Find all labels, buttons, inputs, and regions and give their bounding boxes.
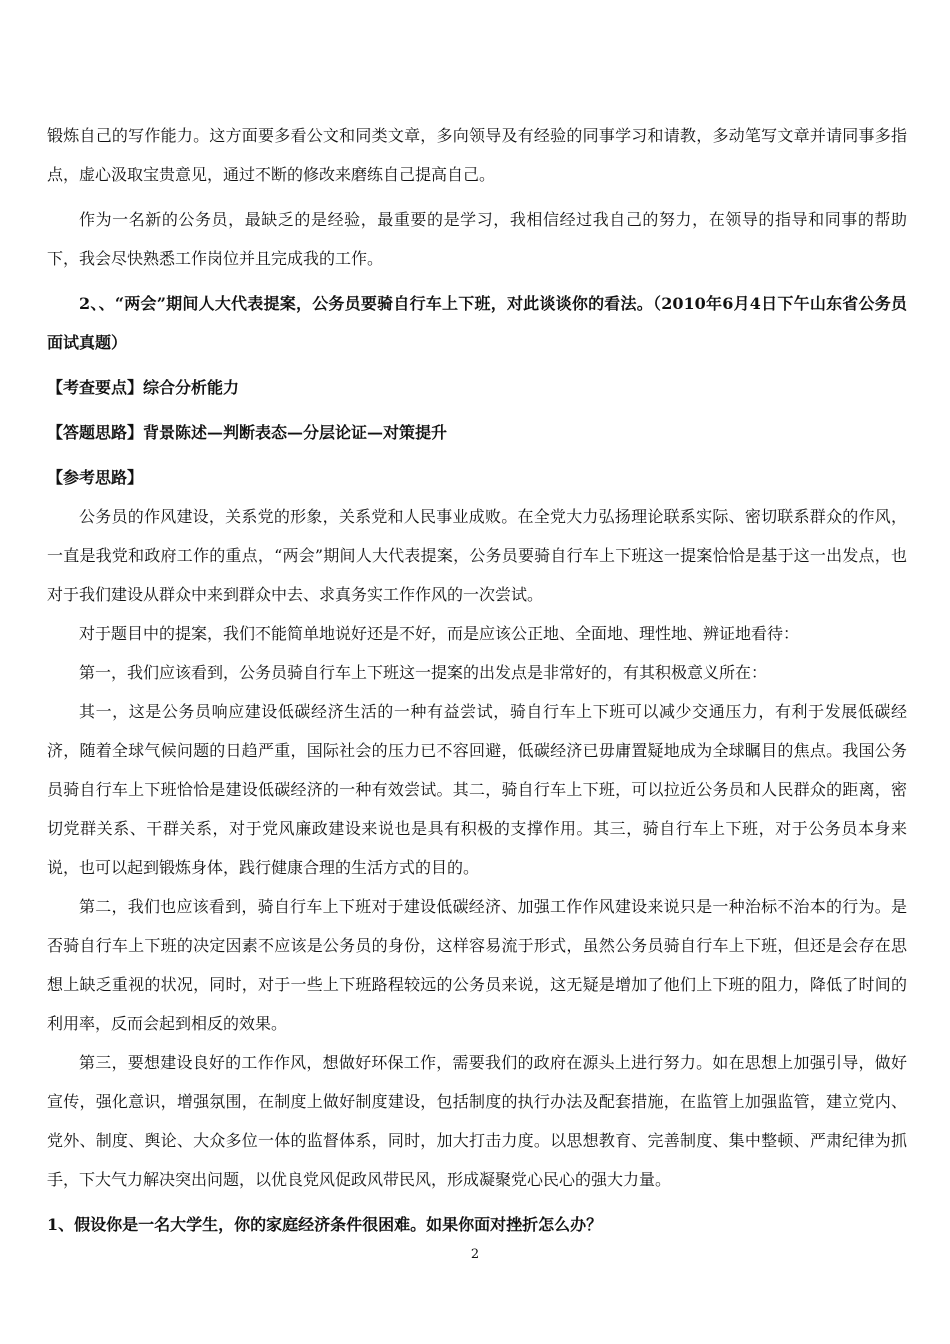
key-points-label: 【考查要点】综合分析能力 (47, 378, 240, 397)
page-body (47, 116, 907, 1244)
question-2-heading: 2、、“两会”期间人大代表提案，公务员要骑自行车上下班，对此谈谈你的看法。（2010年6月4日下午山东省公务员面试真题） (47, 294, 907, 352)
paragraph-new-civil-servant: 作为一名新的公务员，最缺乏的是经验，最重要的是学习，我相信经过我自己的努力，在领导的指导和同事的帮助下，我会尽快熟悉工作岗位并且完成我的工作。 (47, 210, 907, 268)
paragraph-second-point: 第二，我们也应该看到，骑自行车上下班对于建设低碳经济、加强工作作风建设来说只是一种治标不治本的行为。是否骑自行车上下班的决定因素不应该是公务员的身份，这样容易流于形式，虽然公务员骑自行车上下班，但还是会存在思想上缺乏重视的状况，同时，对于一些上下班路程较远的公务员来说，这无疑是增加了他们上下班的阻力，降低了时间的利用率，反而会起到相反的效果。 (47, 897, 907, 1033)
page-number: 2 (470, 1247, 480, 1262)
paragraph-benefits: 其一，这是公务员响应建设低碳经济生活的一种有益尝试，骑自行车上下班可以减少交通压力，有利于发展低碳经济，随着全球气候问题的日趋严重，国际社会的压力已不容回避，低碳经济已毋庸置疑地成为全球瞩目的焦点。我国公务员骑自行车上下班恰恰是建设低碳经济的一种有效尝试。其二，骑自行车上下班，可以拉近公务员和人民群众的距离，密切党群关系、干群关系，对于党风廉政建设来说也是具有积极的支撑作用。其三，骑自行车上下班，对于公务员本身来说，也可以起到锻炼身体，践行健康合理的生活方式的目的。 (47, 702, 907, 877)
question-1-heading: 1、假设你是一名大学生，你的家庭经济条件很困难。如果你面对挫折怎么办？ (47, 1215, 603, 1234)
paragraph-first-point: 第一，我们应该看到，公务员骑自行车上下班这一提案的出发点是非常好的，有其积极意义所在： (79, 663, 768, 682)
paragraph-writing-skills: 锻炼自己的写作能力。这方面要多看公文和同类文章，多向领导及有经验的同事学习和请教，多动笔写文章并请同事多指点，虚心汲取宝贵意见，通过不断的修改来磨练自己提高自己。 (47, 126, 907, 184)
reference-answer-label: 【参考思路】 (47, 468, 144, 487)
paragraph-work-style: 公务员的作风建设，关系党的形象，关系党和人民事业成败。在全党大力弘扬理论联系实际、密切联系群众的作风，一直是我党和政府工作的重点，“两会”期间人大代表提案，公务员要骑自行车上下班这一提案恰恰是基于这一出发点，也对于我们建设从群众中来到群众中去、求真务实工作作风的一次尝试。 (47, 507, 907, 604)
answer-approach-label: 【答题思路】背景陈述—判断表态—分层论证—对策提升 (47, 423, 448, 442)
paragraph-third-point: 第三，要想建设良好的工作作风，想做好环保工作，需要我们的政府在源头上进行努力。如在思想上加强引导，做好宣传，强化意识，增强氛围，在制度上做好制度建设，包括制度的执行办法及配套措施，在监管上加强监管，建立党内、党外、制度、舆论、大众多位一体的监督体系，同时，加大打击力度。以思想教育、完善制度、集中整顿、严肃纪律为抓手，下大气力解决突出问题，以优良党风促政风带民风，形成凝聚党心民心的强大力量。 (47, 1053, 907, 1189)
paragraph-proposal-view: 对于题目中的提案，我们不能简单地说好还是不好，而是应该公正地、全面地、理性地、辨证地看待： (79, 624, 800, 643)
